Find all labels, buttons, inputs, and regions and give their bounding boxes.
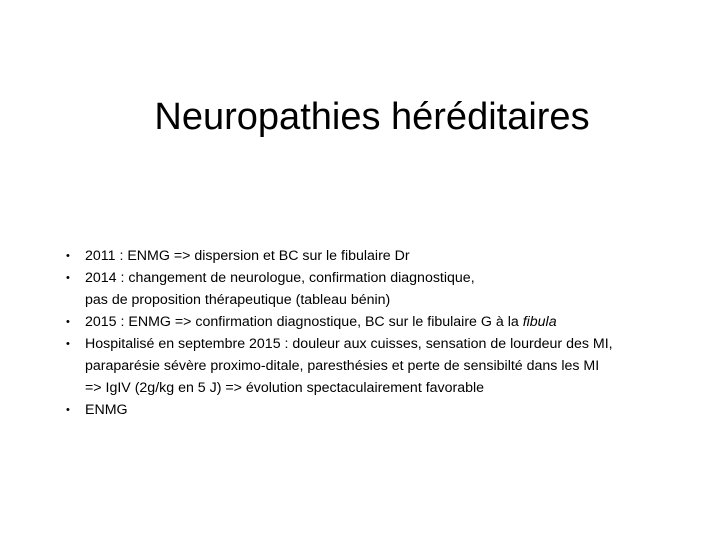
slide-title: Neuropathies héréditaires: [154, 96, 590, 139]
bullet-icon: •: [66, 404, 70, 416]
bullet-icon: •: [66, 338, 70, 350]
bullet-line: [85, 311, 706, 333]
bullet-item-2015: [66, 311, 706, 333]
bullet-icon: •: [66, 316, 70, 328]
bullet-item-enmg: [66, 399, 706, 421]
bullet-line-main: 2015 : ENMG => confirmation diagnostique, BC sur le fibulaire G à la: [85, 314, 523, 330]
bullet-icon: •: [66, 250, 70, 262]
bullet-line: Hospitalisé en septembre 2015 : douleur aux cuisses, sensation de lourdeur des MI,: [85, 336, 613, 352]
bullet-item-hospitalization: [66, 333, 706, 399]
bullet-line: paraparésie sévère proximo-ditale, paresthésies et perte de sensibilté dans les MI: [85, 358, 600, 374]
bullet-item-2011: [66, 245, 706, 267]
bullet-item-2014: [66, 267, 706, 311]
bullet-line: 2014 : changement de neurologue, confirmation diagnostique,: [85, 270, 475, 286]
italic-term: fibula: [522, 314, 557, 330]
bullet-line: ENMG: [85, 402, 128, 418]
bullet-icon: •: [66, 272, 70, 284]
bullet-line: 2011 : ENMG => dispersion et BC sur le fibulaire Dr: [85, 248, 410, 264]
bullet-list: [66, 245, 706, 421]
bullet-line: => IgIV (2g/kg en 5 J) => évolution spectaculairement favorable: [85, 380, 485, 396]
bullet-line: pas de proposition thérapeutique (tableau bénin): [85, 292, 391, 308]
